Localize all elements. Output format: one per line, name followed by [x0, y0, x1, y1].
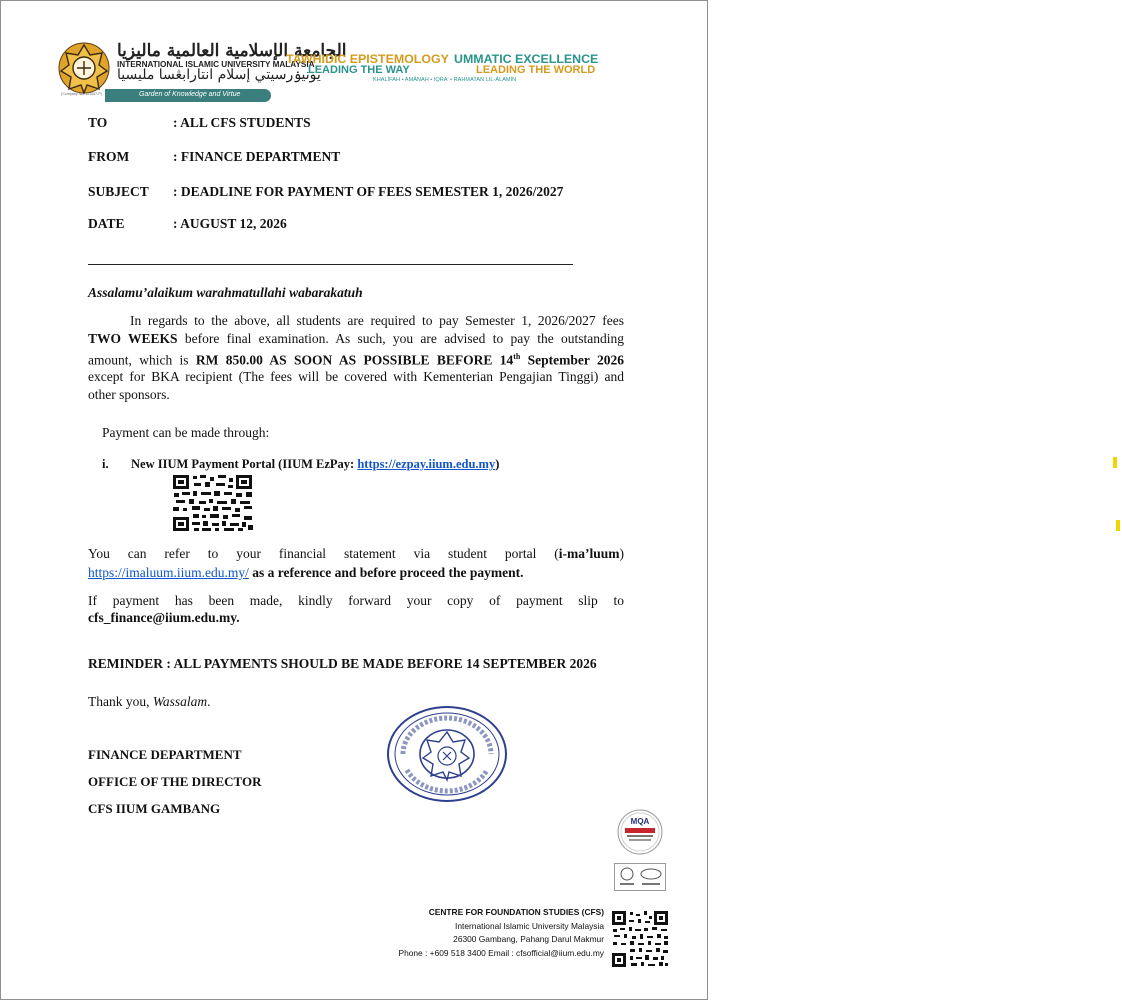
- header-divider: [88, 264, 573, 265]
- memo-subject-value: : DEADLINE FOR PAYMENT OF FEES SEMESTER 1, 2026/2027: [173, 184, 564, 199]
- paragraph-1-line-2-text: before final examination. As such, you are advised to pay the outstanding: [184, 331, 625, 346]
- statement-text: You can refer to your financial statement via student portal (: [88, 546, 559, 561]
- thank-you: Thank you,: [88, 694, 150, 709]
- iso-certification-badge: [614, 863, 666, 891]
- footer-title: CENTRE FOR FOUNDATION STUDIES (CFS): [428, 907, 604, 917]
- company-number: (Company No. 101067-P): [61, 92, 102, 96]
- paragraph-2-line-1: [88, 545, 624, 563]
- highlight-marker: [1113, 457, 1117, 468]
- imaluum-label: i-ma’luum: [558, 546, 620, 561]
- ezpay-link[interactable]: https://ezpay.iium.edu.my: [357, 457, 496, 471]
- paragraph-1-line-5: other sponsors.: [88, 387, 170, 402]
- signature-line-2: OFFICE OF THE DIRECTOR: [88, 774, 262, 789]
- slogan-tawhidic: TAWHIDIC EPISTEMOLOGY: [286, 52, 449, 66]
- paragraph-1-line-4: except for BKA recipient (The fees will be covered with Kementerian Pengajian Tinggi) and: [88, 369, 624, 384]
- memo-date-value: : AUGUST 12, 2026: [173, 216, 287, 231]
- memo-from-label: FROM: [88, 149, 130, 164]
- ezpay-qr-code: [172, 474, 254, 532]
- closing-period: .: [207, 694, 211, 709]
- memo-from-value: : FINANCE DEPARTMENT: [173, 149, 341, 164]
- payment-item-number: i.: [102, 457, 109, 471]
- ordinal-suffix: th: [513, 352, 521, 361]
- payment-item: [131, 455, 499, 473]
- wassalam: Wassalam: [152, 694, 208, 709]
- deadline-month: September 2026: [527, 352, 624, 368]
- reminder: REMINDER : ALL PAYMENTS SHOULD BE MADE BEFORE 14 SEPTEMBER 2026: [88, 656, 597, 671]
- two-weeks-emphasis: TWO WEEKS: [88, 331, 178, 346]
- paragraph-3-line-1: If payment has been made, kindly forward your copy of payment slip to: [88, 593, 624, 608]
- closing: [88, 693, 211, 711]
- university-english-name: INTERNATIONAL ISLAMIC UNIVERSITY MALAYSIA: [117, 60, 315, 69]
- payment-item-close: ): [495, 457, 500, 471]
- tagline-text: Garden of Knowledge and Virtue: [139, 91, 241, 98]
- slogan-leading-the-world: LEADING THE WORLD: [476, 64, 596, 76]
- finance-email: cfs_finance@iium.edu.my.: [88, 610, 240, 625]
- mqa-badge-label: MQA: [630, 817, 650, 826]
- core-values: KHALĪFAH • AMĀNAH • IQRA' • RAHMATAN LIL-ĀLAMĪN: [373, 77, 517, 83]
- footer-qr-code: [611, 910, 669, 968]
- iium-logo-seal: [57, 41, 111, 95]
- memo-to-label: TO: [88, 115, 108, 130]
- university-arabic-name: الجامعة الإسلامية العالمية ماليزيا: [117, 41, 347, 61]
- mqa-badge: [616, 809, 664, 855]
- imaluum-link[interactable]: https://imaluum.iium.edu.my/: [88, 565, 249, 580]
- slogan-leading-the-way: LEADING THE WAY: [308, 64, 410, 76]
- signature-line-1: FINANCE DEPARTMENT: [88, 747, 242, 762]
- memo-subject-label: SUBJECT: [88, 184, 149, 199]
- university-jawi-name: يونيۏرسيتي إسلام انتارابڠسا مليسيا: [117, 67, 321, 83]
- highlight-marker: [1116, 520, 1120, 531]
- footer-line-1: International Islamic University Malaysia: [455, 921, 604, 931]
- paragraph-1-line-1: In regards to the above, all students are required to pay Semester 1, 2026/2027 fees: [130, 313, 624, 328]
- reference-note: as a reference and before proceed the payment.: [252, 565, 524, 580]
- statement-close: ): [619, 546, 624, 561]
- greeting: Assalamu’alaikum warahmatullahi wabarakatuh: [88, 285, 363, 300]
- official-stamp: [385, 704, 509, 804]
- memo-date-label: DATE: [88, 216, 125, 231]
- footer-line-3: Phone : +609 518 3400 Email : cfsofficial@iium.edu.my: [398, 948, 604, 958]
- paragraph-1-line-2: [88, 330, 624, 348]
- amount-emphasis: RM 850.00 AS SOON AS POSSIBLE BEFORE 14: [195, 352, 514, 368]
- signature-line-3: CFS IIUM GAMBANG: [88, 801, 221, 816]
- paragraph-2-line-2: [88, 564, 523, 582]
- footer-line-2: 26300 Gambang, Pahang Darul Makmur: [453, 934, 604, 944]
- payment-intro: Payment can be made through:: [102, 425, 270, 440]
- paragraph-1-line-3: [88, 348, 624, 370]
- payment-item-text: New IIUM Payment Portal (IIUM EzPay:: [131, 457, 355, 471]
- amount-intro: amount, which is: [88, 352, 189, 368]
- slogan-ummatic: UMMATIC EXCELLENCE: [454, 52, 599, 66]
- memo-to-value: : ALL CFS STUDENTS: [173, 115, 311, 130]
